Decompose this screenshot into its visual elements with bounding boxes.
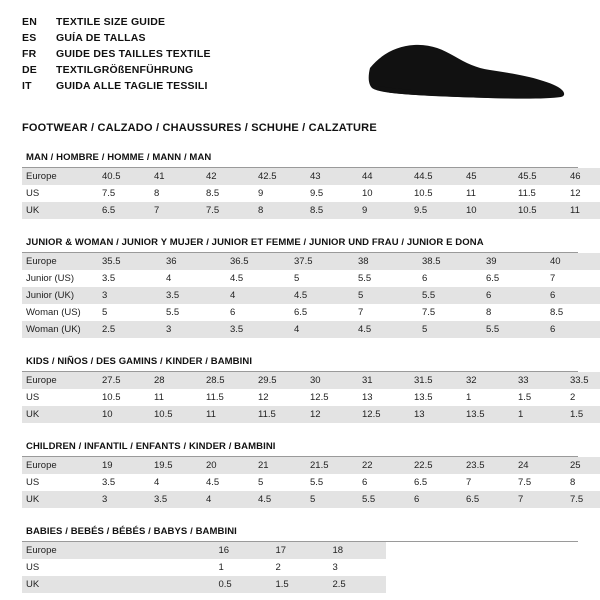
- size-cell: 7.5: [422, 307, 436, 318]
- language-title: GUIDE DES TAILLES TEXTILE: [56, 48, 211, 60]
- row-label: Woman (UK): [22, 321, 98, 338]
- size-cell: 21.5: [306, 457, 358, 474]
- size-cell: 11: [466, 188, 476, 199]
- size-cell: 22: [358, 457, 410, 474]
- size-table: [22, 168, 600, 219]
- size-cell: 8.5: [206, 188, 220, 199]
- size-cell: 29.5: [254, 372, 306, 389]
- size-group: [22, 237, 578, 338]
- size-cell: 13.5: [414, 392, 433, 403]
- size-group: [22, 526, 578, 593]
- size-cell: 4.5: [254, 491, 306, 508]
- size-group-title: CHILDREN / INFANTIL / ENFANTS / KINDER / BAMBINI: [26, 441, 276, 452]
- header: [22, 16, 578, 108]
- row-label: Junior (US): [26, 273, 75, 284]
- table-row: [22, 321, 600, 338]
- size-cell: 5: [258, 477, 264, 488]
- row-label: Europe: [22, 253, 98, 270]
- size-cell: 7: [466, 477, 472, 488]
- size-cell: 44.5: [410, 168, 462, 185]
- size-cell: 12: [306, 406, 358, 423]
- size-cell: 7.5: [102, 188, 116, 199]
- size-cell: 8: [154, 188, 160, 199]
- table-row: [22, 491, 600, 508]
- size-cell: 1.5: [272, 576, 329, 593]
- row-label: US: [26, 188, 40, 199]
- size-cell: 30: [306, 372, 358, 389]
- language-code: EN: [22, 16, 37, 28]
- spacer-cell: [386, 559, 579, 576]
- size-cell: 3.5: [226, 321, 290, 338]
- size-cell: 45.5: [514, 168, 566, 185]
- size-cell: 3.5: [150, 491, 202, 508]
- row-label: Woman (US): [26, 307, 81, 318]
- spacer-cell: [386, 542, 579, 559]
- size-cell: 6.5: [414, 477, 428, 488]
- size-cell: 11: [154, 392, 164, 403]
- size-cell: 32: [462, 372, 514, 389]
- size-cell: 5: [418, 321, 482, 338]
- size-cell: 8.5: [306, 202, 358, 219]
- size-cell: 2.5: [98, 321, 162, 338]
- size-cell: 22.5: [410, 457, 462, 474]
- size-cell: 6: [410, 491, 462, 508]
- row-label: UK: [22, 406, 98, 423]
- size-cell: 28: [150, 372, 202, 389]
- size-cell: 23.5: [462, 457, 514, 474]
- size-cell: 12: [570, 188, 581, 199]
- size-cell: 1: [218, 562, 224, 573]
- size-cell: 11.5: [206, 392, 224, 403]
- size-cell: 13: [410, 406, 462, 423]
- size-cell: 4: [166, 273, 172, 284]
- size-cell: 25: [566, 457, 600, 474]
- size-cell: 2: [275, 562, 281, 573]
- language-row: [22, 48, 211, 64]
- size-cell: 3: [98, 287, 162, 304]
- size-cell: 5.5: [482, 321, 546, 338]
- row-label: US: [26, 477, 40, 488]
- table-row: [22, 185, 600, 202]
- language-title: GUIDA ALLE TAGLIE TESSILI: [56, 80, 208, 92]
- size-cell: 9.5: [410, 202, 462, 219]
- size-cell: 20: [202, 457, 254, 474]
- size-cell: 11: [566, 202, 600, 219]
- size-cell: 3.5: [102, 273, 116, 284]
- language-row: [22, 80, 211, 96]
- size-cell: 39: [482, 253, 546, 270]
- size-cell: 5.5: [166, 307, 180, 318]
- size-cell: 13: [362, 392, 373, 403]
- language-code: ES: [22, 32, 37, 44]
- size-cell: 10.5: [150, 406, 202, 423]
- size-cell: 31.5: [410, 372, 462, 389]
- size-cell: 12: [258, 392, 269, 403]
- size-cell: 1: [466, 392, 472, 403]
- size-cell: 0.5: [215, 576, 272, 593]
- size-cell: 9: [358, 202, 410, 219]
- size-cell: 31: [358, 372, 410, 389]
- table-row: [22, 168, 600, 185]
- size-cell: 1.5: [518, 392, 532, 403]
- size-cell: 33: [514, 372, 566, 389]
- table-row: [22, 389, 600, 406]
- size-cell: 42: [202, 168, 254, 185]
- size-cell: 11: [202, 406, 254, 423]
- size-cell: 11.5: [518, 188, 536, 199]
- size-group-title: MAN / HOMBRE / HOMME / MANN / MAN: [26, 152, 212, 163]
- size-cell: 7: [358, 307, 364, 318]
- size-cell: 9.5: [310, 188, 324, 199]
- table-row: [22, 406, 600, 423]
- table-row: [22, 542, 578, 559]
- size-cell: 17: [272, 542, 329, 559]
- row-label: UK: [22, 202, 98, 219]
- size-cell: 16: [215, 542, 272, 559]
- size-cell: 9: [258, 188, 264, 199]
- language-title-list: [22, 16, 211, 96]
- size-cell: 4.5: [230, 273, 244, 284]
- table-row: [22, 576, 578, 593]
- size-cell: 40: [546, 253, 600, 270]
- table-row: [22, 559, 578, 576]
- table-row: [22, 253, 600, 270]
- size-cell: 5.5: [358, 273, 372, 284]
- table-row: [22, 270, 600, 287]
- size-cell: 43: [306, 168, 358, 185]
- size-cell: 5.5: [358, 491, 410, 508]
- size-cell: 2: [570, 392, 576, 403]
- size-group-title: JUNIOR & WOMAN / JUNIOR Y MUJER / JUNIOR ET FEMME / JUNIOR UND FRAU / JUNIOR E DONA: [26, 237, 484, 248]
- row-label: Europe: [22, 372, 98, 389]
- size-cell: 7.5: [518, 477, 532, 488]
- spacer-cell: [386, 576, 579, 593]
- size-cell: 5: [294, 273, 300, 284]
- size-cell: 3: [332, 562, 338, 573]
- language-row: [22, 32, 211, 48]
- size-cell: 37.5: [290, 253, 354, 270]
- size-cell: 5.5: [310, 477, 324, 488]
- size-cell: 28.5: [202, 372, 254, 389]
- size-cell: 6: [546, 287, 600, 304]
- size-cell: 36: [162, 253, 226, 270]
- language-code: DE: [22, 64, 37, 76]
- language-title: TEXTILE SIZE GUIDE: [56, 16, 166, 28]
- size-tables: [22, 152, 589, 593]
- table-row: [22, 372, 600, 389]
- size-cell: 18: [329, 542, 386, 559]
- size-cell: 10: [362, 188, 373, 199]
- size-cell: 4: [290, 321, 354, 338]
- size-cell: 36.5: [226, 253, 290, 270]
- size-cell: 6.5: [294, 307, 308, 318]
- table-row: [22, 474, 600, 491]
- size-cell: 38: [354, 253, 418, 270]
- size-cell: 40.5: [98, 168, 150, 185]
- size-cell: 3.5: [102, 477, 116, 488]
- size-cell: 7.5: [566, 491, 600, 508]
- size-cell: 8: [254, 202, 306, 219]
- size-cell: 3: [98, 491, 150, 508]
- size-group-title: KIDS / NIÑOS / DES GAMINS / KINDER / BAMBINI: [26, 356, 253, 367]
- row-label: Junior (UK): [22, 287, 98, 304]
- size-cell: 10.5: [414, 188, 433, 199]
- size-group: [22, 152, 581, 219]
- size-cell: 3: [162, 321, 226, 338]
- language-row: [22, 16, 211, 32]
- row-label: Europe: [22, 457, 98, 474]
- size-cell: 27.5: [98, 372, 150, 389]
- size-group-title: BABIES / BEBÉS / BÉBÉS / BABYS / BAMBINI: [26, 526, 237, 537]
- size-cell: 46: [566, 168, 600, 185]
- size-cell: 10: [98, 406, 150, 423]
- size-cell: 12.5: [310, 392, 329, 403]
- size-cell: 1: [514, 406, 566, 423]
- size-cell: 10.5: [102, 392, 121, 403]
- row-label: Europe: [22, 168, 98, 185]
- size-cell: 1.5: [566, 406, 600, 423]
- size-cell: 35.5: [98, 253, 162, 270]
- size-cell: 4: [202, 491, 254, 508]
- size-cell: 19: [98, 457, 150, 474]
- size-cell: 42.5: [254, 168, 306, 185]
- language-title: GUÍA DE TALLAS: [56, 32, 146, 44]
- row-label: US: [26, 392, 40, 403]
- size-cell: 10: [462, 202, 514, 219]
- size-cell: 5: [354, 287, 418, 304]
- language-code: IT: [22, 80, 32, 92]
- row-label: US: [26, 562, 40, 573]
- size-cell: 2.5: [329, 576, 386, 593]
- table-row: [22, 304, 600, 321]
- size-table: [22, 457, 600, 508]
- size-cell: 4.5: [354, 321, 418, 338]
- size-cell: 7.5: [202, 202, 254, 219]
- size-cell: 6: [422, 273, 428, 284]
- size-cell: 44: [358, 168, 410, 185]
- size-cell: 3.5: [162, 287, 226, 304]
- size-cell: 4.5: [290, 287, 354, 304]
- size-cell: 6: [230, 307, 236, 318]
- size-cell: 10.5: [514, 202, 566, 219]
- size-cell: 13.5: [462, 406, 514, 423]
- size-cell: 11.5: [254, 406, 306, 423]
- size-cell: 6: [482, 287, 546, 304]
- size-cell: 5: [102, 307, 108, 318]
- row-label: UK: [22, 491, 98, 508]
- size-table: [22, 372, 600, 423]
- row-label: Europe: [22, 542, 215, 559]
- size-cell: 8.5: [550, 307, 564, 318]
- size-cell: 12.5: [358, 406, 410, 423]
- size-cell: 7: [550, 273, 556, 284]
- size-cell: 5.5: [418, 287, 482, 304]
- size-cell: 24: [514, 457, 566, 474]
- size-cell: 4: [226, 287, 290, 304]
- size-cell: 8: [570, 477, 576, 488]
- size-cell: 33.5: [566, 372, 600, 389]
- size-cell: 7: [150, 202, 202, 219]
- size-cell: 19.5: [150, 457, 202, 474]
- size-group: [22, 356, 589, 423]
- size-cell: 7: [514, 491, 566, 508]
- size-cell: 21: [254, 457, 306, 474]
- language-row: [22, 64, 211, 80]
- row-label: UK: [22, 576, 215, 593]
- size-cell: 6.5: [462, 491, 514, 508]
- size-cell: 4: [154, 477, 160, 488]
- size-group: [22, 441, 584, 508]
- dress-shoe-icon: [368, 34, 568, 102]
- size-cell: 5: [306, 491, 358, 508]
- size-cell: 6: [546, 321, 600, 338]
- size-cell: 6.5: [486, 273, 500, 284]
- table-row: [22, 287, 600, 304]
- size-cell: 6.5: [98, 202, 150, 219]
- table-row: [22, 202, 600, 219]
- size-cell: 38.5: [418, 253, 482, 270]
- size-cell: 45: [462, 168, 514, 185]
- size-table: [22, 542, 578, 593]
- size-cell: 41: [150, 168, 202, 185]
- language-code: FR: [22, 48, 37, 60]
- table-row: [22, 457, 600, 474]
- size-cell: 4.5: [206, 477, 220, 488]
- size-table: [22, 253, 600, 338]
- section-banner: FOOTWEAR / CALZADO / CHAUSSURES / SCHUHE / CALZATURE: [22, 122, 377, 134]
- size-cell: 8: [486, 307, 492, 318]
- language-title: TEXTILGRÖßENFÜHRUNG: [56, 64, 194, 76]
- size-cell: 6: [362, 477, 368, 488]
